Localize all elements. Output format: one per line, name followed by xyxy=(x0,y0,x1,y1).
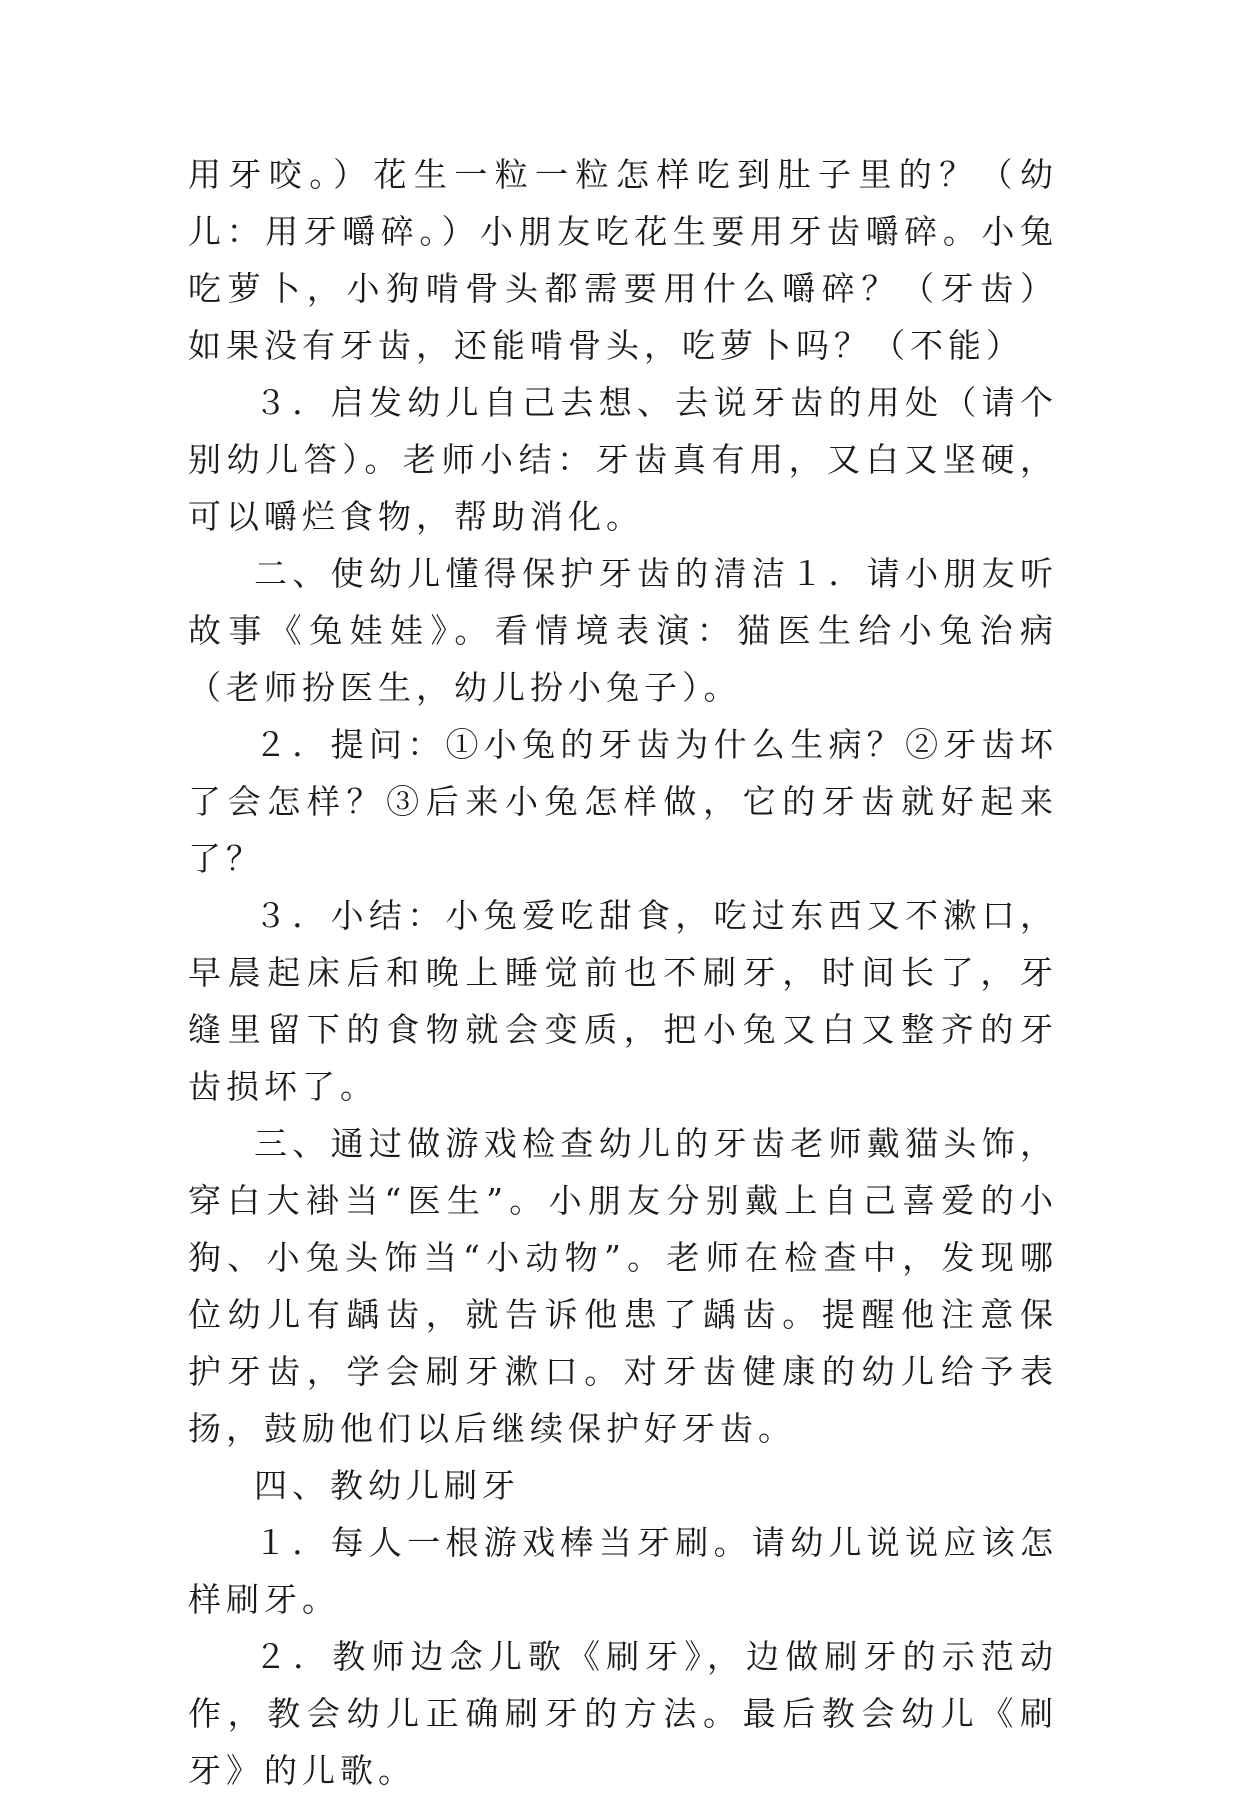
document-body xyxy=(188,146,1058,1799)
paragraph: 二、使幼儿懂得保护牙齿的清洁１．请小朋友听故事《兔娃娃》。看情境表演：猫医生给小兔治病（老师扮医生，幼儿扮小兔子）。 xyxy=(188,554,1058,707)
paragraph: 三、通过做游戏检查幼儿的牙齿老师戴猫头饰，穿白大褂当“医生”。小朋友分别戴上自己喜爱的小狗、小兔头饰当“小动物”。老师在检查中，发现哪位幼儿有龋齿，就告诉他患了龋齿。提醒他注意保护牙齿，学会刷牙漱口。对牙齿健康的幼儿给予表扬，鼓励他们以后继续保护好牙齿。 xyxy=(188,1124,1058,1448)
paragraph: ３．启发幼儿自己去想、去说牙齿的用处（请个别幼儿答）。老师小结：牙齿真有用，又白又坚硬，可以嚼烂食物，帮助消化。 xyxy=(188,383,1058,536)
paragraph: ２．提问：①小兔的牙齿为什么生病？②牙齿坏了会怎样？③后来小兔怎样做，它的牙齿就好起来了？ xyxy=(188,725,1058,878)
paragraph: 用牙咬。）花生一粒一粒怎样吃到肚子里的？（幼儿：用牙嚼碎。）小朋友吃花生要用牙齿嚼碎。小兔吃萝卜，小狗啃骨头都需要用什么嚼碎？（牙齿）如果没有牙齿，还能啃骨头，吃萝卜吗？（不能） xyxy=(188,155,1058,365)
paragraph: １．每人一根游戏棒当牙刷。请幼儿说说应该怎样刷牙。 xyxy=(188,1523,1058,1619)
paragraph: 四、教幼儿刷牙 xyxy=(254,1466,520,1505)
paragraph: ３．小结：小兔爱吃甜食，吃过东西又不漱口，早晨起床后和晚上睡觉前也不刷牙，时间长了，牙缝里留下的食物就会变质，把小兔又白又整齐的牙齿损坏了。 xyxy=(188,896,1058,1106)
paragraph: ２．教师边念儿歌《刷牙》，边做刷牙的示范动作，教会幼儿正确刷牙的方法。最后教会幼儿《刷牙》的儿歌。 xyxy=(188,1637,1058,1790)
